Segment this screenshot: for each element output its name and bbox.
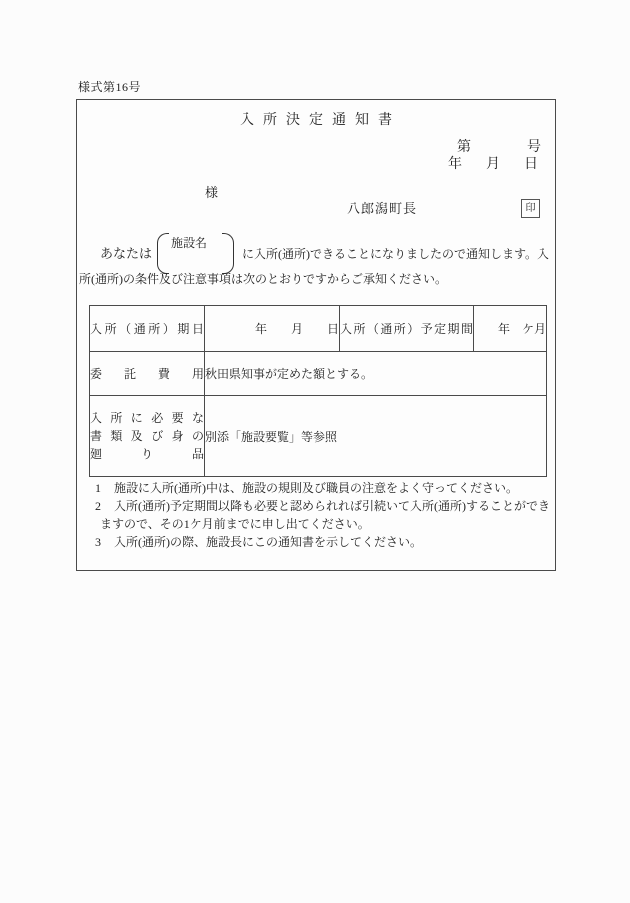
intro-prefix-text: あなたは — [100, 246, 153, 261]
note-item-2 — [94, 497, 554, 515]
required-items-header-line1: 入所に必要な — [90, 411, 204, 425]
table-row — [90, 306, 547, 352]
conditions-table — [89, 305, 547, 477]
admission-date-value-cell: 年 月 日 — [205, 306, 340, 352]
issue-date-blank: 年 月 日 — [448, 157, 543, 172]
recipient-honorific: 様 — [205, 185, 219, 200]
required-items-value-cell: 別添「施設要覧」等参照 — [205, 396, 547, 477]
table-row — [90, 352, 547, 396]
commission-fee-header: 委託費用 — [90, 367, 204, 381]
notice-frame — [76, 99, 556, 571]
document-number-blank: 第 号 — [457, 140, 541, 155]
table-row — [90, 396, 547, 477]
facility-paren-right — [222, 233, 234, 274]
required-items-header-cell — [90, 396, 205, 477]
note-item-3 — [94, 533, 554, 551]
note-number: 1 — [95, 481, 101, 495]
planned-period-header-cell — [340, 306, 474, 352]
required-items-header-line3: 廻り品 — [90, 447, 204, 461]
commission-fee-header-cell — [90, 352, 205, 396]
admission-date-header-cell — [90, 306, 205, 352]
note-text: 入所(通所)の際、施設長にこの通知書を示してください。 — [114, 535, 422, 549]
note-number: 2 — [95, 499, 101, 513]
notes-list — [94, 479, 554, 551]
issuer-title: 八郎潟町長 — [347, 201, 418, 216]
intro-line1-text: に入所(通所)できることになりましたので通知します。入 — [242, 247, 550, 261]
required-items-header-line2: 書類及び身の — [90, 429, 204, 443]
note-number: 3 — [95, 535, 101, 549]
note-item-1 — [94, 479, 554, 497]
seal-stamp: 印 — [521, 199, 540, 218]
commission-fee-value-cell: 秋田県知事が定めた額とする。 — [205, 352, 547, 396]
facility-name-label: 施設名 — [171, 236, 208, 250]
planned-period-header: 入所（通所）予定期間 — [340, 322, 473, 336]
note-text: 施設に入所(通所)中は、施設の規則及び職員の注意をよく守ってください。 — [114, 481, 518, 495]
note-item-2-continuation: ますので、その1ケ月前までに申し出てください。 — [100, 517, 370, 531]
document-title: 入所決定通知書 — [240, 113, 401, 128]
intro-line2-text: 所(通所)の条件及び注意事項は次のとおりですからご承知ください。 — [79, 272, 447, 286]
admission-date-header: 入所（通所）期日 — [90, 322, 204, 336]
planned-period-value-cell: 年 ケ月 — [474, 306, 547, 352]
note-text: 入所(通所)予定期間以降も必要と認められれば引続いて入所(通所)することができ — [114, 499, 550, 513]
form-number-label: 様式第16号 — [78, 80, 142, 94]
facility-paren-left — [157, 233, 169, 274]
